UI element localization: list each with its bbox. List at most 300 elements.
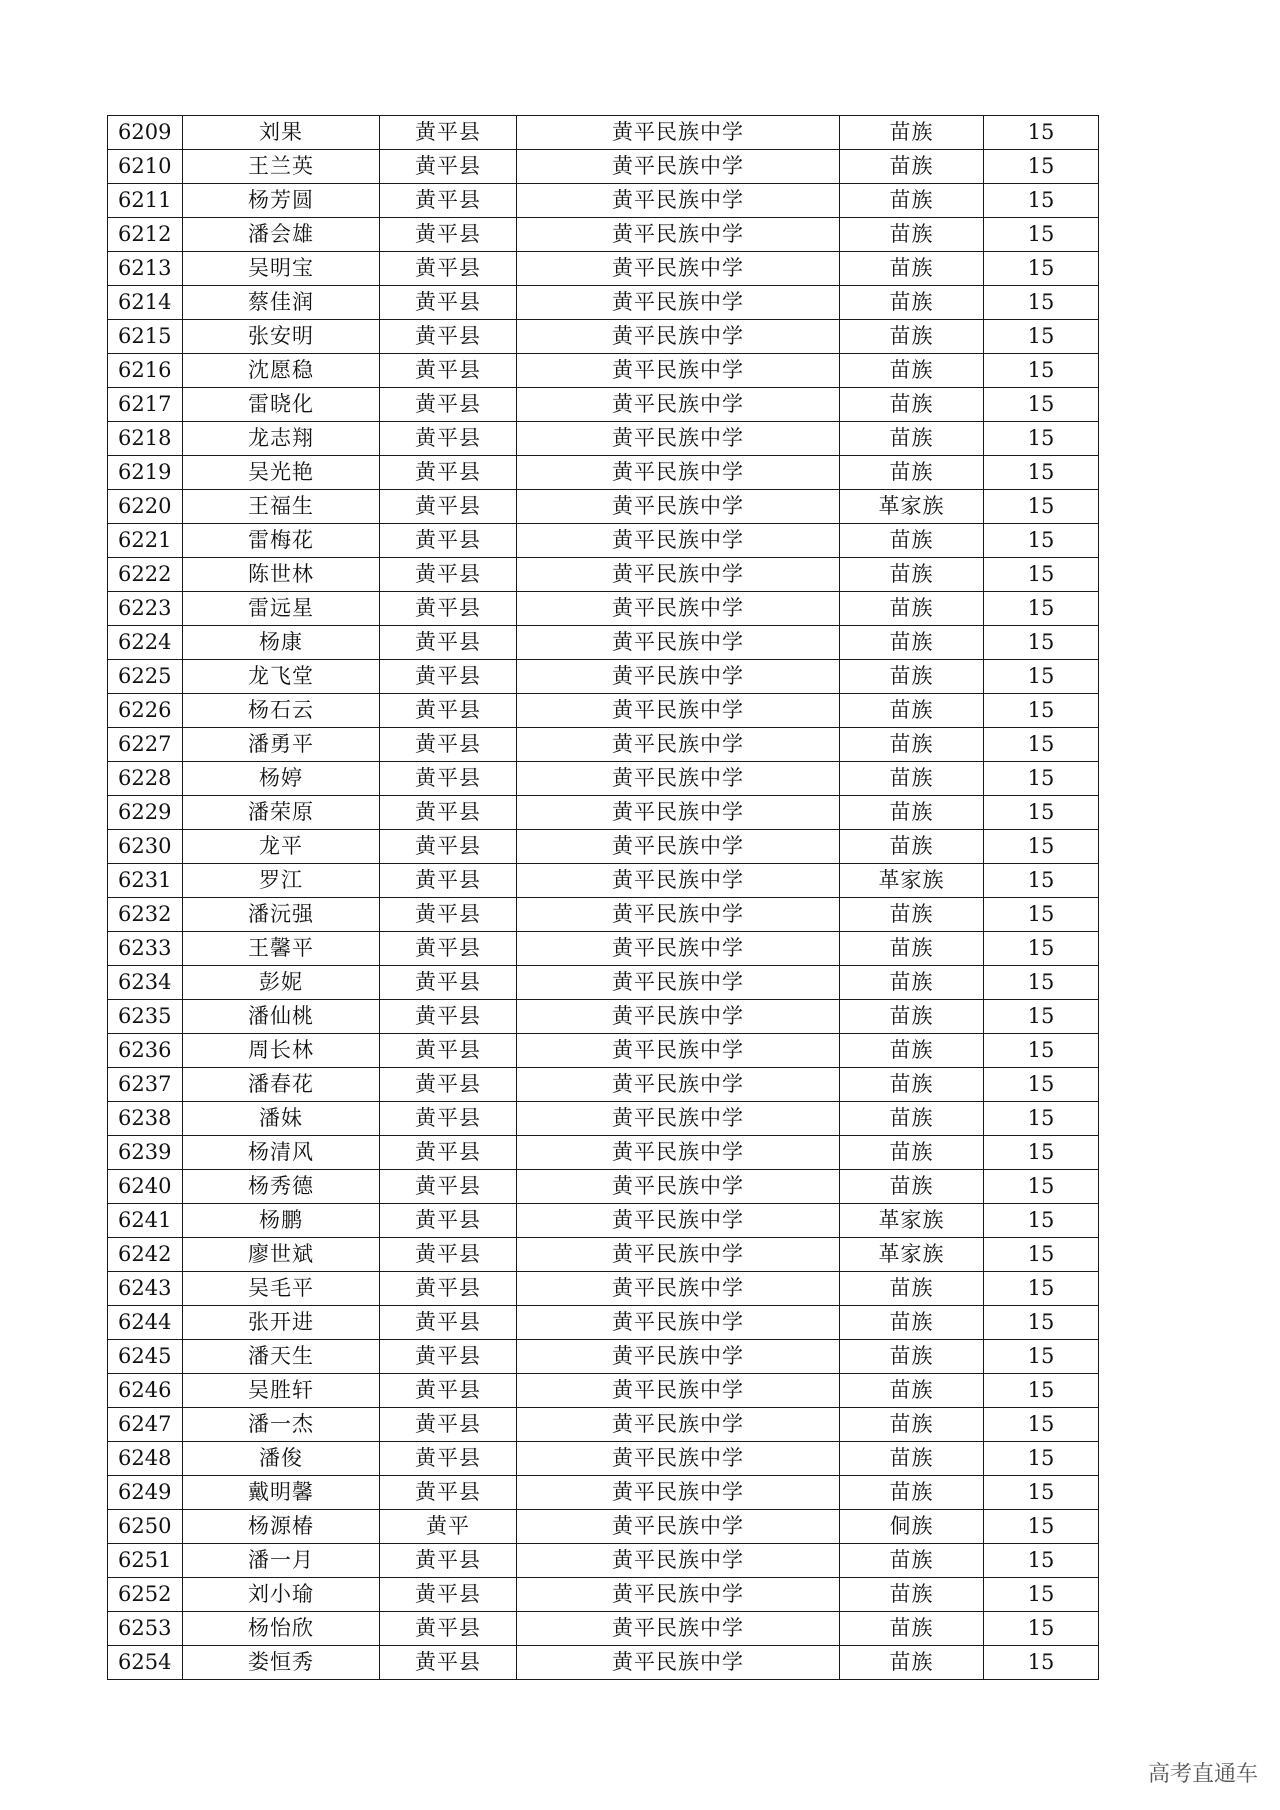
ethnicity-cell: 苗族: [840, 320, 984, 354]
school-cell: 黄平民族中学: [517, 626, 840, 660]
score-cell: 15: [984, 388, 1099, 422]
ethnicity-cell: 苗族: [840, 966, 984, 1000]
serial-number-cell: 6253: [108, 1612, 183, 1646]
score-cell: 15: [984, 694, 1099, 728]
student-name-cell: 潘会雄: [183, 218, 380, 252]
ethnicity-cell: 苗族: [840, 932, 984, 966]
score-cell: 15: [984, 1442, 1099, 1476]
county-cell: 黄平县: [380, 830, 517, 864]
student-name-cell: 杨怡欣: [183, 1612, 380, 1646]
serial-number-cell: 6244: [108, 1306, 183, 1340]
score-cell: 15: [984, 252, 1099, 286]
table-row: [108, 932, 1099, 966]
student-name-cell: 潘一杰: [183, 1408, 380, 1442]
serial-number-cell: 6228: [108, 762, 183, 796]
score-cell: 15: [984, 1170, 1099, 1204]
school-cell: 黄平民族中学: [517, 830, 840, 864]
score-cell: 15: [984, 184, 1099, 218]
serial-number-cell: 6211: [108, 184, 183, 218]
table-row: [108, 116, 1099, 150]
student-name-cell: 雷晓化: [183, 388, 380, 422]
county-cell: 黄平县: [380, 1034, 517, 1068]
table-row: [108, 388, 1099, 422]
school-cell: 黄平民族中学: [517, 1204, 840, 1238]
ethnicity-cell: 苗族: [840, 1136, 984, 1170]
serial-number-cell: 6209: [108, 116, 183, 150]
score-cell: 15: [984, 1612, 1099, 1646]
county-cell: 黄平县: [380, 422, 517, 456]
table-row: [108, 252, 1099, 286]
student-name-cell: 杨康: [183, 626, 380, 660]
county-cell: 黄平县: [380, 150, 517, 184]
score-cell: 15: [984, 966, 1099, 1000]
school-cell: 黄平民族中学: [517, 184, 840, 218]
student-name-cell: 潘天生: [183, 1340, 380, 1374]
score-cell: 15: [984, 1408, 1099, 1442]
score-cell: 15: [984, 150, 1099, 184]
school-cell: 黄平民族中学: [517, 1408, 840, 1442]
county-cell: 黄平县: [380, 626, 517, 660]
county-cell: 黄平县: [380, 286, 517, 320]
ethnicity-cell: 苗族: [840, 694, 984, 728]
student-name-cell: 潘俊: [183, 1442, 380, 1476]
score-cell: 15: [984, 320, 1099, 354]
serial-number-cell: 6237: [108, 1068, 183, 1102]
serial-number-cell: 6230: [108, 830, 183, 864]
school-cell: 黄平民族中学: [517, 1000, 840, 1034]
score-cell: 15: [984, 218, 1099, 252]
serial-number-cell: 6225: [108, 660, 183, 694]
county-cell: 黄平县: [380, 1340, 517, 1374]
serial-number-cell: 6222: [108, 558, 183, 592]
table-row: [108, 966, 1099, 1000]
score-cell: 15: [984, 1476, 1099, 1510]
school-cell: 黄平民族中学: [517, 1612, 840, 1646]
ethnicity-cell: 苗族: [840, 1612, 984, 1646]
student-name-cell: 龙飞堂: [183, 660, 380, 694]
student-name-cell: 雷梅花: [183, 524, 380, 558]
county-cell: 黄平县: [380, 252, 517, 286]
serial-number-cell: 6220: [108, 490, 183, 524]
school-cell: 黄平民族中学: [517, 524, 840, 558]
student-name-cell: 龙平: [183, 830, 380, 864]
county-cell: 黄平县: [380, 490, 517, 524]
county-cell: 黄平县: [380, 1442, 517, 1476]
score-cell: 15: [984, 490, 1099, 524]
ethnicity-cell: 苗族: [840, 1034, 984, 1068]
school-cell: 黄平民族中学: [517, 1306, 840, 1340]
ethnicity-cell: 苗族: [840, 1544, 984, 1578]
table-row: [108, 728, 1099, 762]
student-name-cell: 张开进: [183, 1306, 380, 1340]
serial-number-cell: 6214: [108, 286, 183, 320]
school-cell: 黄平民族中学: [517, 728, 840, 762]
school-cell: 黄平民族中学: [517, 1476, 840, 1510]
school-cell: 黄平民族中学: [517, 286, 840, 320]
score-cell: 15: [984, 354, 1099, 388]
serial-number-cell: 6215: [108, 320, 183, 354]
serial-number-cell: 6234: [108, 966, 183, 1000]
ethnicity-cell: 苗族: [840, 286, 984, 320]
serial-number-cell: 6218: [108, 422, 183, 456]
table-row: [108, 1306, 1099, 1340]
score-cell: 15: [984, 1646, 1099, 1680]
table-row: [108, 1204, 1099, 1238]
ethnicity-cell: 苗族: [840, 796, 984, 830]
table-row: [108, 1578, 1099, 1612]
ethnicity-cell: 苗族: [840, 1306, 984, 1340]
serial-number-cell: 6233: [108, 932, 183, 966]
school-cell: 黄平民族中学: [517, 592, 840, 626]
school-cell: 黄平民族中学: [517, 218, 840, 252]
school-cell: 黄平民族中学: [517, 796, 840, 830]
school-cell: 黄平民族中学: [517, 1034, 840, 1068]
table-row: [108, 1102, 1099, 1136]
ethnicity-cell: 苗族: [840, 184, 984, 218]
county-cell: 黄平县: [380, 524, 517, 558]
score-cell: 15: [984, 524, 1099, 558]
score-cell: 15: [984, 1510, 1099, 1544]
county-cell: 黄平县: [380, 694, 517, 728]
table-row: [108, 218, 1099, 252]
student-name-cell: 周长林: [183, 1034, 380, 1068]
table-row: [108, 1476, 1099, 1510]
table-row: [108, 1374, 1099, 1408]
student-name-cell: 杨芳圆: [183, 184, 380, 218]
serial-number-cell: 6251: [108, 1544, 183, 1578]
student-name-cell: 罗江: [183, 864, 380, 898]
serial-number-cell: 6219: [108, 456, 183, 490]
county-cell: 黄平县: [380, 1068, 517, 1102]
county-cell: 黄平县: [380, 762, 517, 796]
table-row: [108, 1510, 1099, 1544]
county-cell: 黄平县: [380, 388, 517, 422]
table-row: [108, 320, 1099, 354]
school-cell: 黄平民族中学: [517, 1646, 840, 1680]
school-cell: 黄平民族中学: [517, 1544, 840, 1578]
school-cell: 黄平民族中学: [517, 354, 840, 388]
ethnicity-cell: 苗族: [840, 1578, 984, 1612]
score-cell: 15: [984, 830, 1099, 864]
county-cell: 黄平县: [380, 1544, 517, 1578]
ethnicity-cell: 苗族: [840, 422, 984, 456]
county-cell: 黄平县: [380, 1646, 517, 1680]
county-cell: 黄平县: [380, 558, 517, 592]
school-cell: 黄平民族中学: [517, 660, 840, 694]
ethnicity-cell: 苗族: [840, 660, 984, 694]
student-name-cell: 潘一月: [183, 1544, 380, 1578]
serial-number-cell: 6239: [108, 1136, 183, 1170]
school-cell: 黄平民族中学: [517, 1170, 840, 1204]
county-cell: 黄平县: [380, 1374, 517, 1408]
ethnicity-cell: 苗族: [840, 830, 984, 864]
table-row: [108, 558, 1099, 592]
county-cell: 黄平县: [380, 932, 517, 966]
school-cell: 黄平民族中学: [517, 1510, 840, 1544]
ethnicity-cell: 苗族: [840, 1068, 984, 1102]
ethnicity-cell: 苗族: [840, 1170, 984, 1204]
score-cell: 15: [984, 116, 1099, 150]
student-name-cell: 潘春花: [183, 1068, 380, 1102]
serial-number-cell: 6247: [108, 1408, 183, 1442]
serial-number-cell: 6231: [108, 864, 183, 898]
student-name-cell: 吴明宝: [183, 252, 380, 286]
school-cell: 黄平民族中学: [517, 1272, 840, 1306]
student-name-cell: 吴光艳: [183, 456, 380, 490]
student-name-cell: 杨秀德: [183, 1170, 380, 1204]
table-row: [108, 1442, 1099, 1476]
school-cell: 黄平民族中学: [517, 966, 840, 1000]
ethnicity-cell: 苗族: [840, 558, 984, 592]
ethnicity-cell: 苗族: [840, 252, 984, 286]
student-name-cell: 杨源椿: [183, 1510, 380, 1544]
student-name-cell: 张安明: [183, 320, 380, 354]
serial-number-cell: 6252: [108, 1578, 183, 1612]
serial-number-cell: 6238: [108, 1102, 183, 1136]
student-name-cell: 潘仙桃: [183, 1000, 380, 1034]
student-name-cell: 陈世林: [183, 558, 380, 592]
school-cell: 黄平民族中学: [517, 1238, 840, 1272]
student-name-cell: 吴毛平: [183, 1272, 380, 1306]
student-name-cell: 杨婷: [183, 762, 380, 796]
score-cell: 15: [984, 932, 1099, 966]
student-name-cell: 潘荣原: [183, 796, 380, 830]
serial-number-cell: 6254: [108, 1646, 183, 1680]
school-cell: 黄平民族中学: [517, 558, 840, 592]
county-cell: 黄平县: [380, 1612, 517, 1646]
table-row: [108, 898, 1099, 932]
table-row: [108, 864, 1099, 898]
table-row: [108, 524, 1099, 558]
watermark: 高考直通车: [1147, 1762, 1258, 1787]
county-cell: 黄平县: [380, 1238, 517, 1272]
serial-number-cell: 6245: [108, 1340, 183, 1374]
table-row: [108, 456, 1099, 490]
ethnicity-cell: 苗族: [840, 150, 984, 184]
score-cell: 15: [984, 796, 1099, 830]
county-cell: 黄平县: [380, 354, 517, 388]
student-name-cell: 蔡佳润: [183, 286, 380, 320]
table-row: [108, 1646, 1099, 1680]
ethnicity-cell: 苗族: [840, 116, 984, 150]
score-cell: 15: [984, 1578, 1099, 1612]
student-name-cell: 潘沅强: [183, 898, 380, 932]
serial-number-cell: 6248: [108, 1442, 183, 1476]
table-row: [108, 1272, 1099, 1306]
county-cell: 黄平县: [380, 796, 517, 830]
score-cell: 15: [984, 592, 1099, 626]
score-cell: 15: [984, 660, 1099, 694]
student-name-cell: 戴明馨: [183, 1476, 380, 1510]
score-cell: 15: [984, 762, 1099, 796]
county-cell: 黄平县: [380, 1136, 517, 1170]
score-cell: 15: [984, 558, 1099, 592]
serial-number-cell: 6241: [108, 1204, 183, 1238]
ethnicity-cell: 苗族: [840, 1000, 984, 1034]
school-cell: 黄平民族中学: [517, 320, 840, 354]
county-cell: 黄平: [380, 1510, 517, 1544]
student-name-cell: 刘小瑜: [183, 1578, 380, 1612]
ethnicity-cell: 苗族: [840, 898, 984, 932]
table-row: [108, 1340, 1099, 1374]
ethnicity-cell: 苗族: [840, 762, 984, 796]
score-cell: 15: [984, 1238, 1099, 1272]
table-row: [108, 1068, 1099, 1102]
school-cell: 黄平民族中学: [517, 252, 840, 286]
school-cell: 黄平民族中学: [517, 1578, 840, 1612]
table-row: [108, 1408, 1099, 1442]
table-row: [108, 354, 1099, 388]
score-cell: 15: [984, 1306, 1099, 1340]
table-row: [108, 592, 1099, 626]
score-cell: 15: [984, 286, 1099, 320]
county-cell: 黄平县: [380, 592, 517, 626]
ethnicity-cell: 苗族: [840, 592, 984, 626]
school-cell: 黄平民族中学: [517, 898, 840, 932]
student-name-cell: 吴胜轩: [183, 1374, 380, 1408]
ethnicity-cell: 苗族: [840, 728, 984, 762]
table-row: [108, 150, 1099, 184]
ethnicity-cell: 苗族: [840, 1442, 984, 1476]
table-row: [108, 1238, 1099, 1272]
county-cell: 黄平县: [380, 1306, 517, 1340]
student-name-cell: 龙志翔: [183, 422, 380, 456]
score-cell: 15: [984, 898, 1099, 932]
student-name-cell: 彭妮: [183, 966, 380, 1000]
county-cell: 黄平县: [380, 184, 517, 218]
serial-number-cell: 6210: [108, 150, 183, 184]
ethnicity-cell: 苗族: [840, 626, 984, 660]
serial-number-cell: 6216: [108, 354, 183, 388]
county-cell: 黄平县: [380, 1000, 517, 1034]
student-name-cell: 廖世斌: [183, 1238, 380, 1272]
county-cell: 黄平县: [380, 1408, 517, 1442]
ethnicity-cell: 苗族: [840, 354, 984, 388]
table-row: [108, 490, 1099, 524]
school-cell: 黄平民族中学: [517, 422, 840, 456]
score-cell: 15: [984, 1544, 1099, 1578]
table-row: [108, 694, 1099, 728]
score-cell: 15: [984, 456, 1099, 490]
student-name-cell: 沈愿稳: [183, 354, 380, 388]
student-name-cell: 雷远星: [183, 592, 380, 626]
table-row: [108, 422, 1099, 456]
ethnicity-cell: 苗族: [840, 1102, 984, 1136]
ethnicity-cell: 革家族: [840, 1204, 984, 1238]
ethnicity-cell: 革家族: [840, 1238, 984, 1272]
county-cell: 黄平县: [380, 1476, 517, 1510]
ethnicity-cell: 苗族: [840, 218, 984, 252]
serial-number-cell: 6249: [108, 1476, 183, 1510]
table-row: [108, 1612, 1099, 1646]
roster-table: [107, 115, 1099, 1680]
county-cell: 黄平县: [380, 728, 517, 762]
table-row: [108, 796, 1099, 830]
school-cell: 黄平民族中学: [517, 1374, 840, 1408]
school-cell: 黄平民族中学: [517, 762, 840, 796]
serial-number-cell: 6221: [108, 524, 183, 558]
table-row: [108, 830, 1099, 864]
table-row: [108, 184, 1099, 218]
county-cell: 黄平县: [380, 456, 517, 490]
ethnicity-cell: 苗族: [840, 1476, 984, 1510]
table-row: [108, 1034, 1099, 1068]
table-row: [108, 1136, 1099, 1170]
ethnicity-cell: 革家族: [840, 864, 984, 898]
student-name-cell: 王兰英: [183, 150, 380, 184]
score-cell: 15: [984, 1340, 1099, 1374]
table-row: [108, 286, 1099, 320]
ethnicity-cell: 苗族: [840, 388, 984, 422]
table-row: [108, 626, 1099, 660]
score-cell: 15: [984, 1068, 1099, 1102]
county-cell: 黄平县: [380, 864, 517, 898]
county-cell: 黄平县: [380, 1272, 517, 1306]
ethnicity-cell: 苗族: [840, 456, 984, 490]
serial-number-cell: 6250: [108, 1510, 183, 1544]
score-cell: 15: [984, 864, 1099, 898]
county-cell: 黄平县: [380, 898, 517, 932]
school-cell: 黄平民族中学: [517, 1102, 840, 1136]
school-cell: 黄平民族中学: [517, 150, 840, 184]
table-row: [108, 1170, 1099, 1204]
score-cell: 15: [984, 1204, 1099, 1238]
county-cell: 黄平县: [380, 1204, 517, 1238]
school-cell: 黄平民族中学: [517, 456, 840, 490]
serial-number-cell: 6243: [108, 1272, 183, 1306]
school-cell: 黄平民族中学: [517, 1068, 840, 1102]
ethnicity-cell: 侗族: [840, 1510, 984, 1544]
school-cell: 黄平民族中学: [517, 388, 840, 422]
serial-number-cell: 6223: [108, 592, 183, 626]
school-cell: 黄平民族中学: [517, 1340, 840, 1374]
serial-number-cell: 6240: [108, 1170, 183, 1204]
serial-number-cell: 6213: [108, 252, 183, 286]
student-name-cell: 潘勇平: [183, 728, 380, 762]
ethnicity-cell: 苗族: [840, 1272, 984, 1306]
score-cell: 15: [984, 1034, 1099, 1068]
score-cell: 15: [984, 626, 1099, 660]
roster-body: [108, 116, 1099, 1680]
score-cell: 15: [984, 1136, 1099, 1170]
ethnicity-cell: 苗族: [840, 1340, 984, 1374]
score-cell: 15: [984, 728, 1099, 762]
county-cell: 黄平县: [380, 660, 517, 694]
serial-number-cell: 6217: [108, 388, 183, 422]
student-name-cell: 王福生: [183, 490, 380, 524]
ethnicity-cell: 苗族: [840, 1408, 984, 1442]
ethnicity-cell: 苗族: [840, 1646, 984, 1680]
serial-number-cell: 6224: [108, 626, 183, 660]
school-cell: 黄平民族中学: [517, 490, 840, 524]
ethnicity-cell: 苗族: [840, 524, 984, 558]
serial-number-cell: 6246: [108, 1374, 183, 1408]
serial-number-cell: 6229: [108, 796, 183, 830]
table-row: [108, 660, 1099, 694]
student-name-cell: 杨石云: [183, 694, 380, 728]
county-cell: 黄平县: [380, 1578, 517, 1612]
table-row: [108, 1000, 1099, 1034]
serial-number-cell: 6235: [108, 1000, 183, 1034]
serial-number-cell: 6236: [108, 1034, 183, 1068]
county-cell: 黄平县: [380, 1102, 517, 1136]
score-cell: 15: [984, 422, 1099, 456]
serial-number-cell: 6227: [108, 728, 183, 762]
score-cell: 15: [984, 1000, 1099, 1034]
student-name-cell: 潘妹: [183, 1102, 380, 1136]
score-cell: 15: [984, 1102, 1099, 1136]
student-name-cell: 娄恒秀: [183, 1646, 380, 1680]
